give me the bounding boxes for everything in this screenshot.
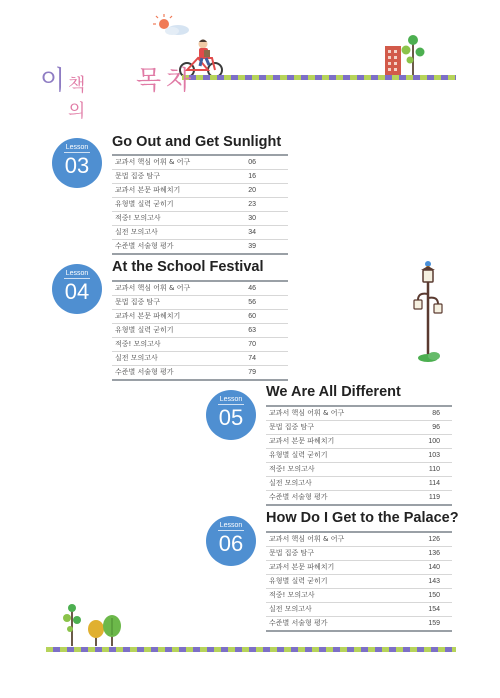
toc-row[interactable] — [266, 435, 452, 449]
toc-page: 159 — [428, 620, 440, 627]
toc-row[interactable] — [112, 156, 288, 170]
toc-label: 교과서 핵심 어휘 & 어구 — [115, 284, 191, 292]
toc-page: 16 — [248, 173, 256, 180]
toc-row[interactable] — [112, 198, 288, 212]
toc-label: 수준별 서술형 평가 — [115, 368, 174, 376]
toc-page: 96 — [432, 424, 440, 431]
toc-page: 150 — [428, 592, 440, 599]
toc-label: 실전 모의고사 — [115, 228, 158, 236]
toc-row[interactable] — [266, 491, 452, 506]
toc-label: 교과서 본문 파헤치기 — [269, 437, 335, 445]
lesson-label: Lesson — [65, 144, 89, 151]
toc-row[interactable] — [266, 617, 452, 632]
toc-page: 56 — [248, 299, 256, 306]
toc-label: 교과서 본문 파헤치기 — [269, 563, 335, 571]
toc-page: 126 — [428, 536, 440, 543]
lesson-number: 06 — [218, 531, 244, 556]
toc-page: 23 — [248, 201, 256, 208]
toc-row[interactable] — [266, 421, 452, 435]
toc-label: 수준별 서술형 평가 — [115, 242, 174, 250]
toc-row[interactable] — [266, 463, 452, 477]
lesson-contents-table — [266, 531, 452, 632]
toc-label: 유형별 실력 굳히기 — [115, 326, 174, 334]
title-part: 책의 — [68, 75, 86, 122]
toc-page: 143 — [428, 578, 440, 585]
title-part: 목 — [136, 66, 162, 96]
toc-row[interactable] — [266, 407, 452, 421]
toc-row[interactable] — [112, 338, 288, 352]
lesson-contents-table — [266, 405, 452, 506]
toc-row[interactable] — [266, 533, 452, 547]
toc-page: 140 — [428, 564, 440, 571]
lesson-label: Lesson — [219, 522, 243, 529]
lesson-label: Lesson — [219, 396, 243, 403]
lesson-number: 03 — [64, 153, 90, 178]
toc-page: 63 — [248, 327, 256, 334]
lesson-contents-table — [112, 280, 288, 381]
toc-row[interactable] — [112, 184, 288, 198]
lesson-badge — [206, 390, 256, 440]
toc-label: 수준별 서술형 평가 — [269, 619, 328, 627]
toc-row[interactable] — [266, 547, 452, 561]
toc-row[interactable] — [112, 282, 288, 296]
title-part: 차 — [166, 66, 192, 96]
toc-label: 유형별 실력 굳히기 — [115, 200, 174, 208]
title-part: 이 — [40, 66, 66, 96]
lesson-contents-table — [112, 154, 288, 255]
toc-page: 70 — [248, 341, 256, 348]
toc-row[interactable] — [266, 603, 452, 617]
toc-label: 교과서 핵심 어휘 & 어구 — [269, 535, 345, 543]
toc-label: 교과서 핵심 어휘 & 어구 — [115, 158, 191, 166]
street-lamp-illustration — [410, 258, 446, 362]
toc-page: 74 — [248, 355, 256, 362]
toc-row[interactable] — [112, 366, 288, 381]
toc-row[interactable] — [112, 170, 288, 184]
toc-row[interactable] — [112, 226, 288, 240]
footer-stripe — [46, 647, 456, 652]
toc-page: 46 — [248, 285, 256, 292]
toc-page: 100 — [428, 438, 440, 445]
toc-label: 실전 모의고사 — [269, 479, 312, 487]
toc-label: 교과서 본문 파헤치기 — [115, 312, 181, 320]
toc-label: 적중! 모의고사 — [269, 465, 315, 473]
lesson-title: Go Out and Get Sunlight — [112, 134, 282, 150]
toc-row[interactable] — [266, 477, 452, 491]
toc-label: 교과서 핵심 어휘 & 어구 — [269, 409, 345, 417]
toc-label: 수준별 서술형 평가 — [269, 493, 328, 501]
toc-row[interactable] — [112, 296, 288, 310]
toc-page: 136 — [428, 550, 440, 557]
lesson-number: 05 — [218, 405, 244, 430]
lesson-title: We Are All Different — [266, 384, 401, 400]
toc-label: 적중! 모의고사 — [115, 340, 161, 348]
toc-row[interactable] — [266, 561, 452, 575]
toc-row[interactable] — [266, 575, 452, 589]
toc-label: 문법 집중 탐구 — [269, 423, 315, 431]
toc-page: 39 — [248, 243, 256, 250]
toc-row[interactable] — [266, 449, 452, 463]
toc-row[interactable] — [112, 310, 288, 324]
trees-illustration — [60, 602, 130, 648]
toc-page: 20 — [248, 187, 256, 194]
toc-label: 실전 모의고사 — [115, 354, 158, 362]
toc-label: 교과서 본문 파헤치기 — [115, 186, 181, 194]
toc-page: 110 — [428, 466, 440, 473]
toc-page: 86 — [432, 410, 440, 417]
toc-page: 30 — [248, 215, 256, 222]
lesson-badge — [52, 138, 102, 188]
lesson-badge — [52, 264, 102, 314]
toc-label: 실전 모의고사 — [269, 605, 312, 613]
lesson-badge — [206, 516, 256, 566]
toc-page: 119 — [428, 494, 440, 501]
toc-row[interactable] — [112, 212, 288, 226]
toc-label: 문법 집중 탐구 — [115, 298, 161, 306]
toc-label: 문법 집중 탐구 — [269, 549, 315, 557]
toc-label: 유형별 실력 굳히기 — [269, 451, 328, 459]
toc-page: 154 — [428, 606, 440, 613]
toc-row[interactable] — [112, 240, 288, 255]
toc-page: 79 — [248, 369, 256, 376]
sun-cloud-illustration — [150, 12, 200, 38]
toc-page: 06 — [248, 159, 256, 166]
toc-row[interactable] — [112, 324, 288, 338]
tree-illustration — [398, 32, 428, 78]
toc-page: 60 — [248, 313, 256, 320]
header-stripe — [182, 75, 456, 80]
toc-page: 34 — [248, 229, 256, 236]
lesson-title: At the School Festival — [112, 259, 264, 275]
toc-row[interactable] — [112, 352, 288, 366]
toc-label: 적중! 모의고사 — [269, 591, 315, 599]
toc-row[interactable] — [266, 589, 452, 603]
toc-page: 103 — [428, 452, 440, 459]
lesson-label: Lesson — [65, 270, 89, 277]
lesson-number: 04 — [64, 279, 90, 304]
toc-label: 유형별 실력 굳히기 — [269, 577, 328, 585]
lesson-title: How Do I Get to the Palace? — [266, 510, 459, 526]
toc-page: 114 — [428, 480, 440, 487]
toc-label: 문법 집중 탐구 — [115, 172, 161, 180]
toc-label: 적중! 모의고사 — [115, 214, 161, 222]
